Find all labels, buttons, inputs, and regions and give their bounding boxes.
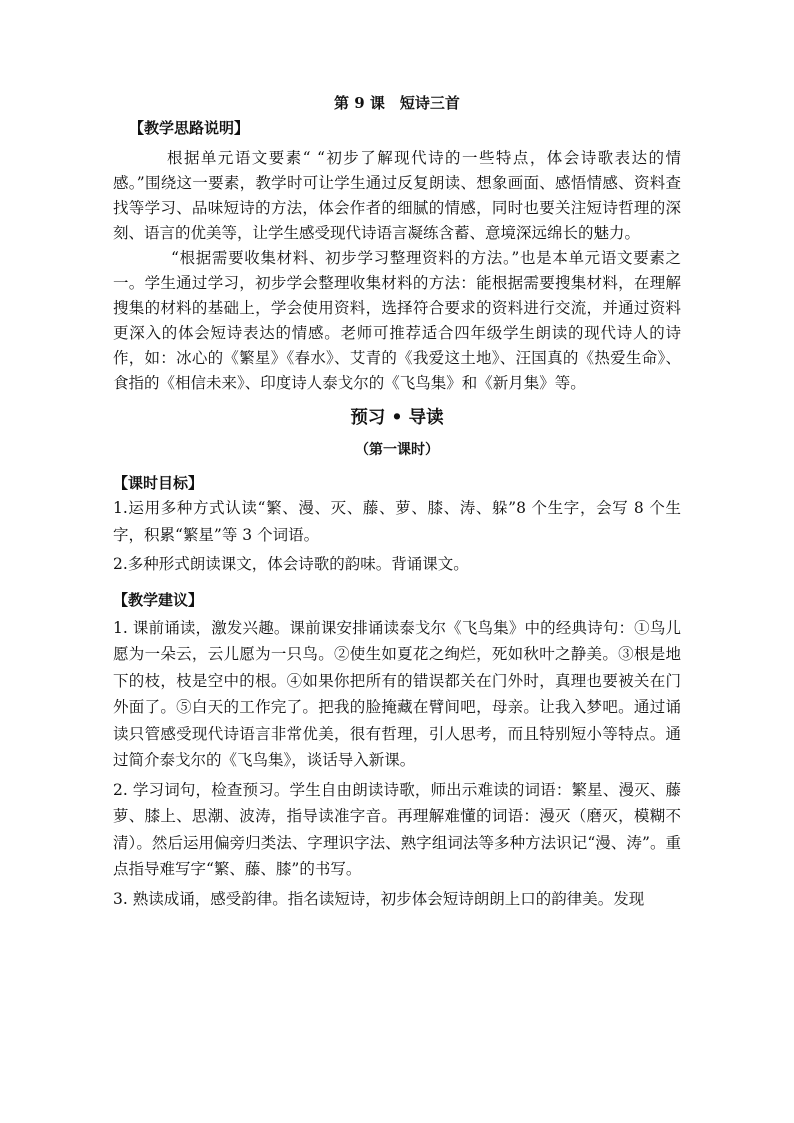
teaching-idea-heading: 【教学思路说明】 — [129, 119, 250, 137]
document-content — [113, 92, 681, 912]
suggestions-heading: 【教学建议】 — [113, 590, 204, 609]
teaching-idea-paragraph-1: 根据单元语文要素“ “初步了解现代诗的一些特点，体会诗歌表达的情感。”围绕这一要素，教学时可让学生通过反复朗读、想象画面、感悟情感、资料查找等学习、品味短诗的方法，体会作者的细腻的情感，同时也要关注短诗哲理的深刻、语言的优美等，让学生感受现代诗语言凝练含蓄、意境深远绵长的魅力。 — [113, 149, 681, 242]
objectives-heading: 【课时目标】 — [113, 474, 204, 492]
suggestion-item-2: 2. 学习词句，检查预习。学生自由朗读诗歌，师出示难读的词语：繁星、漫灭、藤萝、膝上、思潮、波涛，指导读准字音。再理解难懂的词语：漫灭（磨灭，模糊不清）。然后运用偏旁归类法、字理识字法、熟字组词法等多种方法识记“漫、涛”。重点指导难写字“繁、藤、膝”的书写。 — [113, 780, 681, 878]
lesson-title: 第 9 课 短诗三首 — [334, 94, 460, 112]
objective-item-2: 2.多种形式朗读课文，体会诗歌的韵味。背诵课文。 — [113, 555, 469, 573]
preview-section-title: 预习 • 导读 — [350, 408, 444, 428]
suggestion-item-3: 3. 熟读成诵，感受韵律。指名读短诗，初步体会短诗朗朗上口的韵律美。发现 — [113, 889, 645, 908]
period-title: （第一课时） — [355, 442, 439, 458]
teaching-idea-paragraph-2: “根据需要收集材料、初步学习整理资料的方法。”也是本单元语文要素之一。学生通过学习，初步学会整理收集材料的方法：能根据需要搜集材料，在理解搜集的材料的基础上，学会使用资料，选择符合要求的资料进行交流，并通过资料更深入的体会短诗表达的情感。老师可推荐适合四年级学生朗读的现代诗人的诗作，如：冰心的《繁星》《春水》、艾青的《我爱这土地》、汪国真的《热爱生命》、食指的《相信未来》、印度诗人泰戈尔的《飞鸟集》和《新月集》等。 — [113, 249, 681, 392]
suggestion-item-1: 1. 课前诵读，激发兴趣。课前课安排诵读泰戈尔《飞鸟集》中的经典诗句：①鸟儿愿为一朵云，云儿愿为一只鸟。②使生如夏花之绚烂，死如秋叶之静美。③根是地下的枝，枝是空中的根。④如果你把所有的错误都关在门外时，真理也要被关在门外面了。⑤白天的工作完了。把我的脸掩藏在臂间吧，母亲。让我入梦吧。通过诵读只管感受现代诗语言非常优美，很有哲理，引人思考，而且特别短小等特点。通过简介泰戈尔的《飞鸟集》，谈话导入新课。 — [113, 618, 681, 769]
objective-item-1: 1.运用多种方式认读“繁、漫、灭、藤、萝、膝、涛、躲”8 个生字，会写 8 个生字，积累“繁星”等 3 个词语。 — [113, 499, 681, 544]
